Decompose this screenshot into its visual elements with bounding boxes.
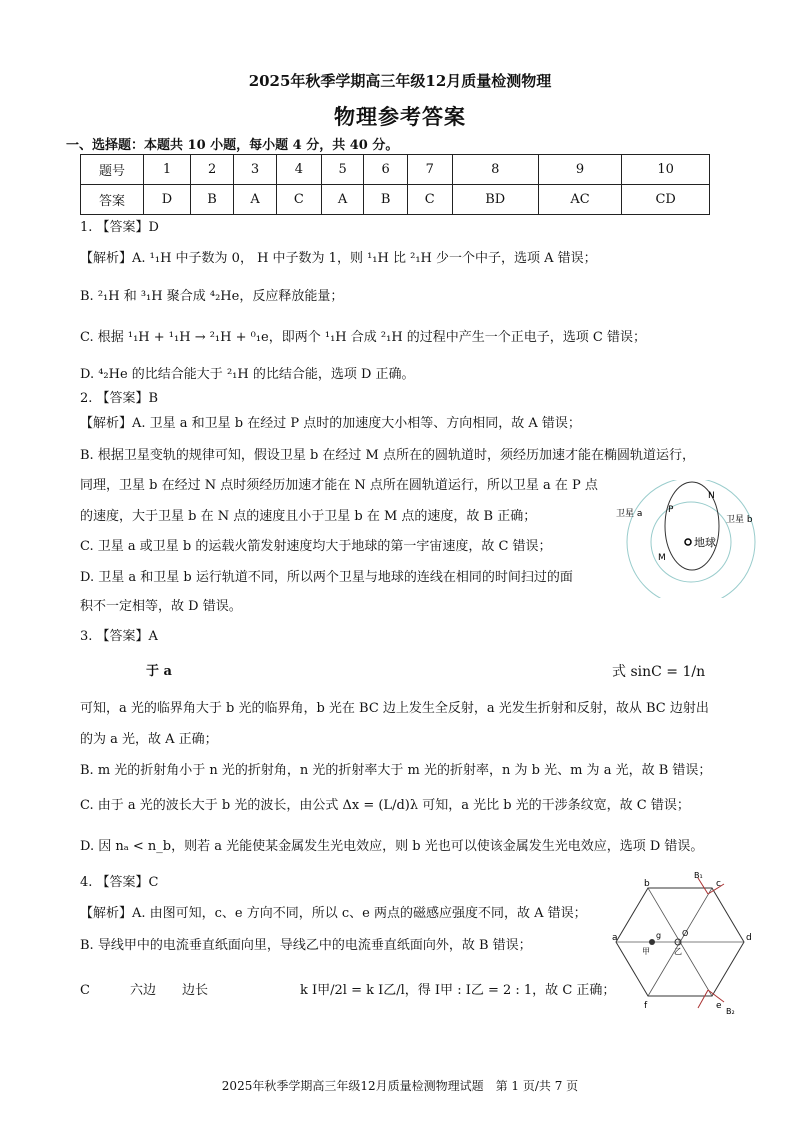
q2-analysis-b-cont1: 同理，卫星 b 在经过 N 点时须经历加速才能在 N 点所在圆轨道运行，所以卫星 a 在 P 点 [80, 478, 598, 493]
page-footer: 2025年秋季学期高三年级12月质量检测物理试题 第 1 页/共 7 页 [221, 1079, 579, 1093]
label-p: P [668, 505, 674, 515]
table-cell: 1 [144, 155, 191, 185]
q2-analysis-d: D. 卫星 a 和卫星 b 运行轨道不同，所以两个卫星与地球的连线在相同的时间扫过的面 [80, 570, 573, 585]
table-cell: D [144, 185, 191, 215]
label-b2: B₂ [726, 1007, 735, 1016]
label-e: e [716, 1001, 722, 1011]
q1-analysis-c: C. 根据 ¹₁H + ¹₁H → ²₁H + ⁰₁e，即两个 ¹₁H 合成 ²₁H 的过程中产生一个正电子，选项 C 错误； [80, 330, 647, 345]
table-row-answers [81, 185, 710, 215]
q4-analysis-b: B. 导线甲中的电流垂直纸面向里，导线乙中的电流垂直纸面向外，故 B 错误； [80, 938, 532, 953]
table-cell: BD [452, 185, 538, 215]
q1-analysis-b: B. ²₁H 和 ³₁H 聚合成 ⁴₂He，反应释放能量； [80, 289, 344, 304]
table-cell: 4 [276, 155, 321, 185]
table-row-label: 答案 [81, 185, 144, 215]
table-cell: B [364, 185, 407, 215]
q2-analysis-b-cont2: 的速度，大于卫星 b 在 N 点的速度且小于卫星 b 在 M 点的速度，故 B 正确； [80, 509, 537, 524]
q4-analysis-c-frag2: 边长 [182, 983, 209, 998]
label-b1: B₁ [694, 872, 703, 880]
q1-analysis-d: D. ⁴₂He 的比结合能大于 ²₁H 的比结合能，选项 D 正确。 [80, 367, 415, 382]
q3-analysis-line2: 的为 a 光，故 A 正确； [80, 732, 218, 747]
label-c: c [716, 879, 721, 889]
q2-analysis-b: B. 根据卫星变轨的规律可知，假设卫星 b 在经过 M 点所在的圆轨道时，须经历加速才能在椭圆轨道运行， [80, 448, 695, 463]
table-cell: 8 [452, 155, 538, 185]
label-yi: 乙 [674, 947, 682, 956]
label-o: O [682, 929, 689, 938]
table-cell: B [190, 185, 233, 215]
q4-answer: 4. 【答案】C [80, 875, 159, 890]
document-title: 物理参考答案 [334, 104, 466, 129]
q3-fragment-right: 式 sinC = 1/n [612, 664, 706, 680]
section-heading: 一、选择题：本题共 10 小题，每小题 4 分，共 40 分。 [66, 138, 399, 153]
answer-table [80, 154, 710, 215]
table-cell: A [321, 185, 364, 215]
table-cell: 5 [321, 155, 364, 185]
q2-analysis-c: C. 卫星 a 或卫星 b 的运载火箭发射速度均大于地球的第一宇宙速度，故 C 错误； [80, 539, 552, 554]
label-d: d [746, 933, 752, 943]
hexagon-field-diagram [612, 872, 760, 1018]
table-cell: 6 [364, 155, 407, 185]
label-satellite-a: 卫星 a [616, 509, 643, 519]
table-cell: 10 [622, 155, 710, 185]
table-cell: C [276, 185, 321, 215]
label-n: N [708, 491, 715, 501]
label-satellite-b: 卫星 b [726, 515, 753, 525]
label-b: b [644, 879, 650, 889]
q1-analysis-a: 【解析】A. ¹₁H 中子数为 0， H 中子数为 1，则 ¹₁H 比 ²₁H 少一个中子，选项 A 错误； [80, 251, 597, 266]
q3-analysis-d: D. 因 nₐ < n_b，则若 a 光能使某金属发生光电效应，则 b 光也可以使该金属发生光电效应，选项 D 错误。 [80, 839, 704, 854]
table-cell: C [407, 185, 452, 215]
q4-analysis-c-formula: k I甲/2l = k I乙/l，得 I甲 : I乙 = 2 : 1，故 C 正确； [300, 983, 616, 998]
q3-answer: 3. 【答案】A [80, 629, 158, 644]
q4-analysis-c-frag1: 六边 [130, 983, 157, 998]
q3-analysis-b: B. m 光的折射角小于 n 光的折射角，n 光的折射率大于 m 光的折射率，n 为 b 光、m 为 a 光，故 B 错误； [80, 763, 712, 778]
table-cell: 9 [538, 155, 621, 185]
q2-answer: 2. 【答案】B [80, 391, 159, 406]
q2-analysis-a: 【解析】A. 卫星 a 和卫星 b 在经过 P 点时的加速度大小相等、方向相同，故 A 错误； [80, 416, 581, 431]
table-cell: 3 [234, 155, 277, 185]
label-jia: 甲 [642, 947, 650, 956]
table-row-numbers [81, 155, 710, 185]
q2-analysis-d-cont: 积不一定相等，故 D 错误。 [80, 599, 242, 614]
label-g: g [656, 931, 662, 940]
q3-analysis-line1: 可知，a 光的临界角大于 b 光的临界角，b 光在 BC 边上发生全反射，a 光发生折射和反射，故从 BC 边射出 [80, 701, 709, 716]
label-m: M [658, 553, 666, 563]
table-cell: 7 [407, 155, 452, 185]
q3-fragment-left: 于 a [146, 664, 172, 679]
table-cell: 2 [190, 155, 233, 185]
q4-analysis-a: 【解析】A. 由图可知，c、e 方向不同，所以 c、e 两点的磁感应强度不同，故 A 错误； [80, 906, 587, 921]
exam-title: 2025年秋季学期高三年级12月质量检测物理 [248, 72, 552, 90]
label-earth: 地球 [694, 536, 716, 549]
label-f: f [644, 1001, 648, 1011]
table-cell: AC [538, 185, 621, 215]
label-a: a [612, 933, 618, 943]
q4-analysis-c-label: C [80, 983, 90, 998]
q3-analysis-c: C. 由于 a 光的波长大于 b 光的波长，由公式 Δx = (L/d)λ 可知，a 光比 b 光的干涉条纹宽，故 C 错误； [80, 798, 690, 813]
q1-answer: 1. 【答案】D [80, 220, 159, 235]
table-cell: CD [622, 185, 710, 215]
table-row-label: 题号 [81, 155, 144, 185]
table-cell: A [234, 185, 277, 215]
orbit-diagram [612, 480, 760, 598]
